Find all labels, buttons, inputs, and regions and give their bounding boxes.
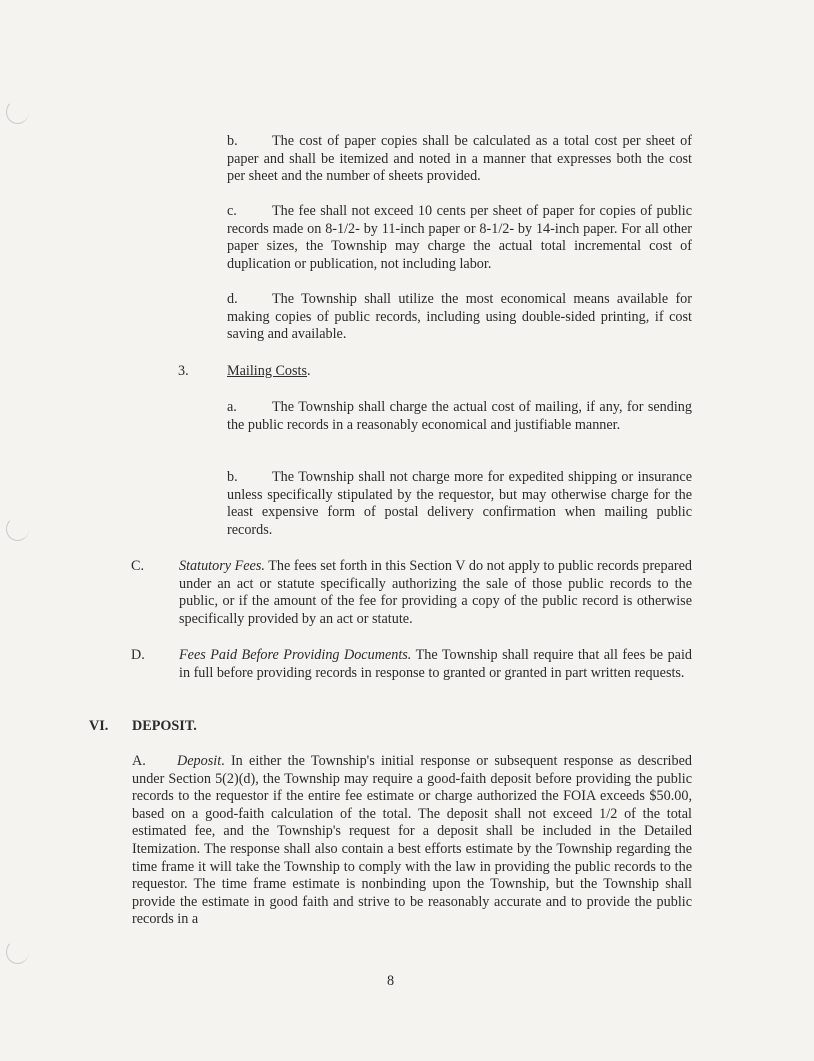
item-label: b. [227,469,238,485]
section-title: Statutory Fees. [179,558,265,574]
paragraph-text: The fee shall not exceed 10 cents per sheet of paper for copies of public records made on 8-1/2- by 11-inch paper or 8-1/2- by 14-inch paper. For all other paper sizes, the Township may charge the actual total incremental cost of duplication or publication, not including labor. [227,203,692,272]
item-label: d. [227,291,238,307]
subsection-title: Mailing Costs [227,363,308,379]
paragraph-b-cost-of-paper [227,133,692,186]
section-numeral: VI. [89,718,109,734]
item-label: b. [227,133,238,149]
paragraph-text: The Township shall not charge more for expedited shipping or insurance unless specifically stipulated by the requestor, but may otherwise charge for the least expensive form of postal delivery confirmation when mailing public records. [227,469,692,538]
item-label: C. [131,558,145,574]
section-c-statutory-fees [131,558,692,628]
item-label: A. [132,753,146,769]
section-title: Deposit [177,753,222,769]
punch-hole-mark [6,100,29,124]
item-label: D. [131,647,145,663]
subsection-3-heading [178,363,478,381]
paragraph-text: The fees set forth in this Section V do not apply to public records prepared under an act or statute specifically authorizing the sale of those public records to the public, or if the amount of the fee for providing a copy of the public record is otherwise specifically provided by an act or statute. [179,558,692,627]
paragraph-c-fee-limit [227,203,692,273]
section-d-fees-paid-before [131,647,692,682]
page-number: 8 [387,973,395,989]
paragraph-text: The Township shall require that all fees be paid in full before providing records in response to granted or granted in part written requests. [179,647,692,681]
item-label: c. [227,203,237,219]
item-label: a. [227,399,237,415]
subsection-title-suffix: . [307,363,311,379]
item-label: 3. [178,363,189,379]
paragraph-text: . In either the Township's initial response or subsequent response as described under Section 5(2)(d), the Township may require a good-faith deposit before providing the public records to the requestor if the entire fee estimate or charge authorized the FOIA exceeds $50.00, based on a good-faith calculation of the total. The deposit shall not exceed 1/2 of the total estimated fee, and the Township's request for a deposit shall be included in the Detailed Itemization. The response shall also contain a best efforts estimate by the Township regarding the time frame it will take the Township to comply with the law in providing the public records to the requestor. The time frame estimate is nonbinding upon the Township, but the Township shall provide the estimate in good faith and strive to be reasonably accurate and to provide the public records in a [132,753,692,928]
paragraph-text: The cost of paper copies shall be calculated as a total cost per sheet of paper and shall be itemized and noted in a manner that expresses both the cost per sheet and the number of sheets provided. [227,133,692,185]
punch-hole-mark [6,517,29,541]
paragraph-text: The Township shall charge the actual cost of mailing, if any, for sending the public records in a reasonably economical and justifiable manner. [227,399,692,433]
section-title: Fees Paid Before Providing Documents. [179,647,412,663]
paragraph-text: The Township shall utilize the most economical means available for making copies of public records, including using double-sided printing, if cost saving and available. [227,291,692,343]
section-vi-heading [89,718,197,736]
paragraph-d-economical-means [227,291,692,344]
paragraph-a-mailing-cost [227,399,692,434]
section-title: DEPOSIT. [132,718,197,734]
punch-hole-mark [6,940,29,964]
paragraph-b-expedited-shipping [227,469,692,539]
paragraph-a-deposit [132,753,692,929]
